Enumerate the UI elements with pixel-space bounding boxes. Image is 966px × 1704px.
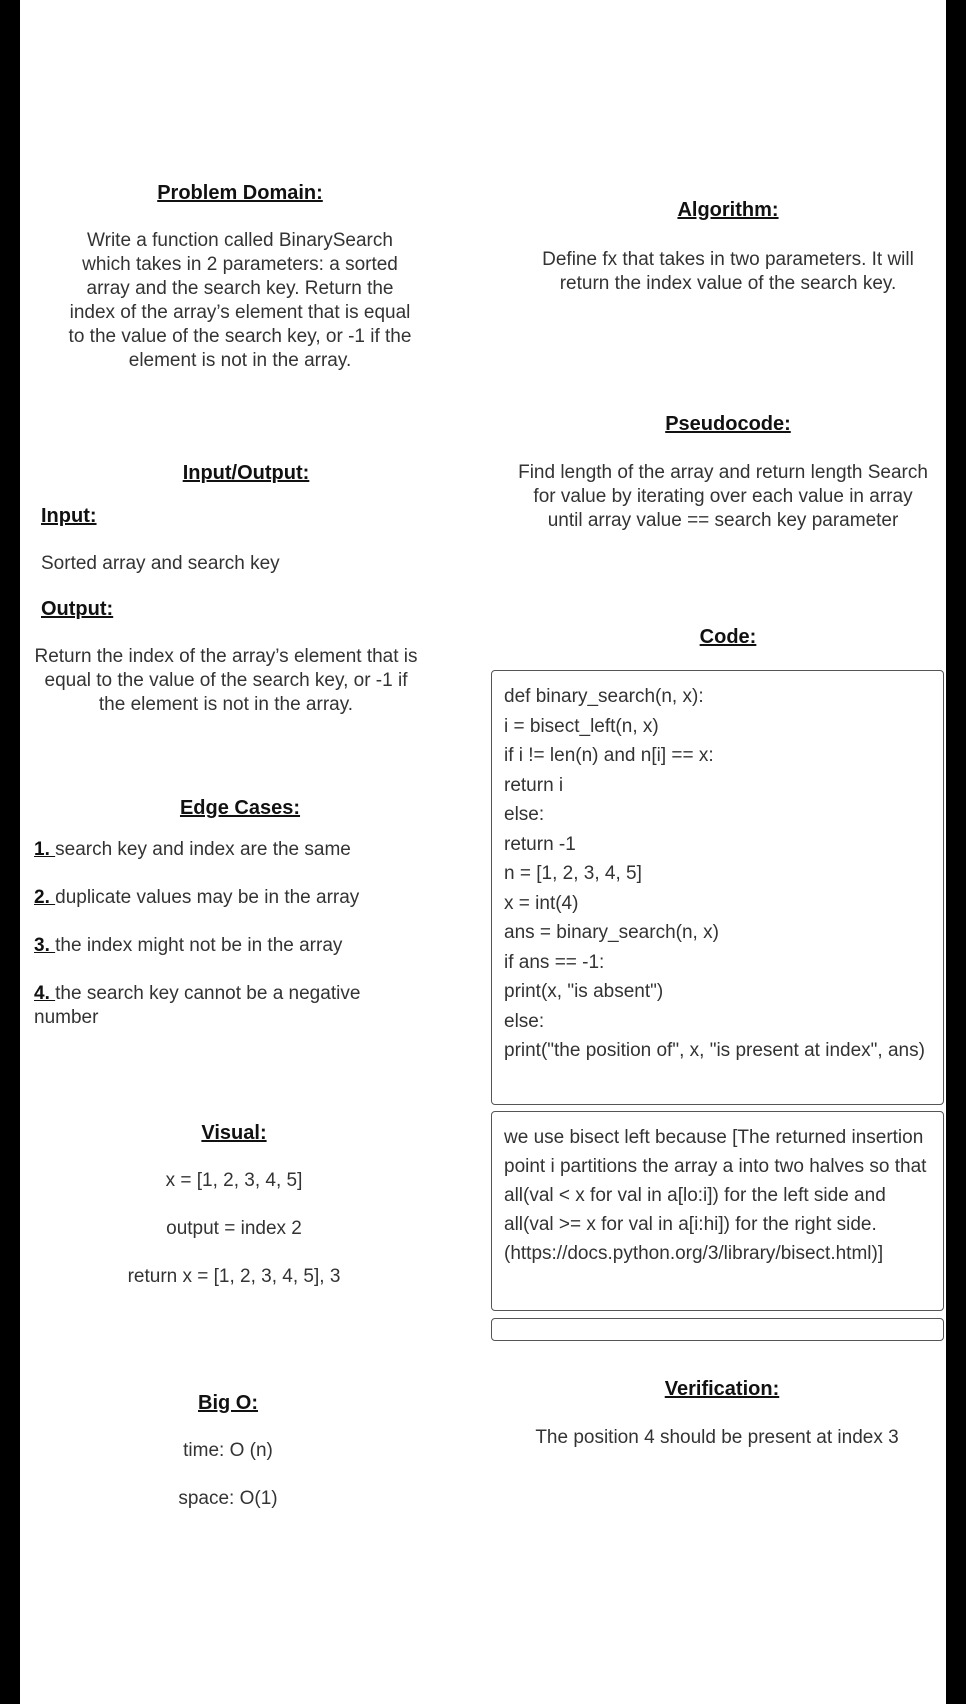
code-line: return -1 [504,833,576,855]
code-line: return i [504,774,564,796]
code-block [491,670,944,1105]
code-line: i = bisect_left(n, x) [504,715,659,737]
code-line: if i != len(n) and n[i] == x: [504,745,714,766]
edge-case-text: duplicate values may be in the array [55,887,360,908]
big-o-heading: Big O: [198,1392,258,1414]
visual-line: x = [1, 2, 3, 4, 5] [165,1170,303,1191]
code-line: else: [504,1010,545,1032]
edge-case-text: search key and index are the same [55,839,351,860]
output-text: Return the index of the array’s element that is equal to the value of the search key, or -1 if the element is not in the array. [34,646,418,715]
code-line: else: [504,804,545,825]
visual-line: output = index 2 [166,1218,302,1239]
verification-heading: Verification: [664,1378,780,1400]
problem-domain-text: Write a function called BinarySearch which takes in 2 parameters: a sorted array and the search key. Return the index of the array’s element that is equal to the value of the search key, or -1 if the element is not in the array. [68,230,412,371]
input-text: Sorted array and search key [41,553,280,574]
edge-case-item [34,886,414,910]
visual-line: return x = [1, 2, 3, 4, 5], 3 [127,1266,341,1287]
code-line: def binary_search(n, x): [504,686,704,707]
document-page [20,0,946,1704]
visual-heading: Visual: [201,1122,267,1144]
edge-cases-heading: Edge Cases: [179,797,301,819]
pseudocode-heading: Pseudocode: [665,413,791,435]
edge-case-item [34,934,414,958]
output-label: Output: [41,598,114,620]
input-label: Input: [41,505,97,527]
edge-case-number: 3. [34,935,56,956]
edge-case-item [34,838,414,862]
code-line: ans = binary_search(n, x) [504,922,719,943]
code-heading: Code: [699,626,757,648]
big-o-space: space: O(1) [178,1488,278,1509]
bisect-note-text: we use bisect left because [The returned insertion point i partitions the array a into two halves so that all(val < x for val in a[lo:i]) for the left side and all(val >= x for val in a[i:hi]) for the right side. (https://docs.python.org/3/library/bisect.html)] [504,1127,927,1264]
code-line: print(x, "is absent") [504,981,664,1002]
edge-case-number: 2. [34,887,56,908]
input-output-heading: Input/Output: [182,462,310,484]
algorithm-text: Define fx that takes in two parameters. It will return the index value of the search key. [542,249,914,294]
edge-case-number: 1. [34,839,56,860]
bisect-note-block [491,1111,944,1311]
edge-case-text: the search key cannot be a negative number [34,983,361,1028]
algorithm-heading: Algorithm: [677,199,779,221]
code-line: n = [1, 2, 3, 4, 5] [504,863,642,884]
edge-case-item [34,982,414,1030]
big-o-time: time: O (n) [183,1440,273,1461]
code-line: print("the position of", x, "is present at index", ans) [504,1040,925,1061]
code-line: if ans == -1: [504,951,605,973]
edge-case-text: the index might not be in the array [55,935,343,956]
problem-domain-heading: Problem Domain: [157,182,323,204]
verification-text: The position 4 should be present at index 3 [535,1427,899,1448]
edge-case-number: 4. [34,983,56,1004]
code-line: x = int(4) [504,892,579,914]
empty-text-block [491,1318,944,1341]
pseudocode-text: Find length of the array and return length Search for value by iterating over each value in array until array value == search key parameter [518,462,928,531]
